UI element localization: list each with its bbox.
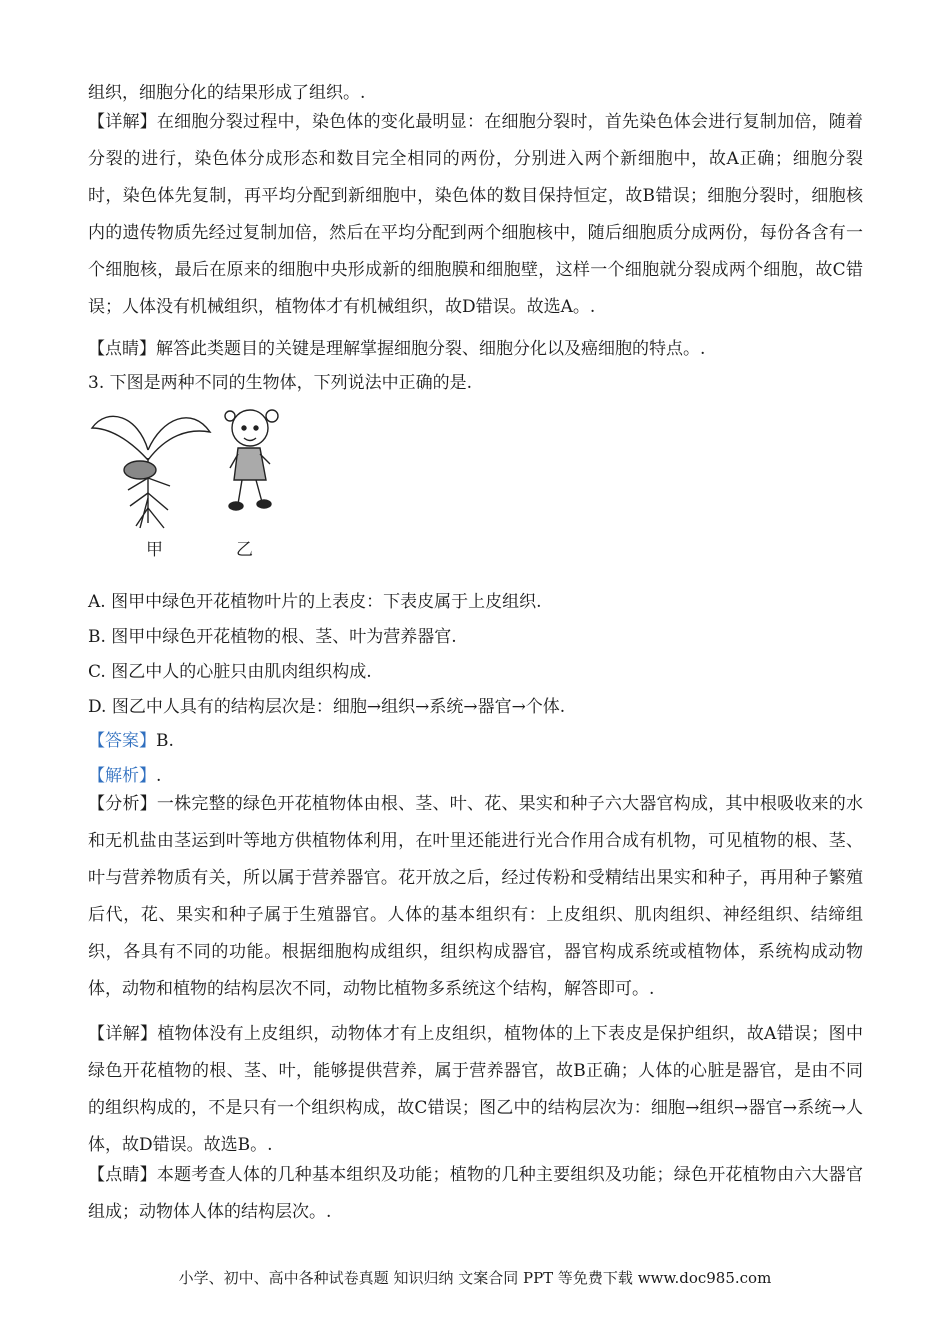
page-footer: 小学、初中、高中各种试卷真题 知识归纳 文案合同 PPT 等免费下载 www.doc985.com <box>178 1269 772 1287</box>
option-d: D. 图乙中人具有的结构层次是：细胞→组织→系统→器官→个体. <box>88 697 566 717</box>
answer-line <box>88 726 174 751</box>
detail-tag: 【详解】 <box>88 1024 158 1044</box>
option-a: A. 图甲中绿色开花植物叶片的上表皮：下表皮属于上皮组织. <box>88 592 542 612</box>
comment-text: 解答此类题目的关键是理解掌握细胞分裂、细胞分化以及癌细胞的特点。. <box>156 339 706 359</box>
plant-illustration <box>92 416 210 528</box>
question-figure <box>88 398 318 568</box>
analysis-value: . <box>156 766 162 786</box>
option-c: C. 图乙中人的心脏只由肌肉组织构成. <box>88 662 372 682</box>
question-detail-paragraph <box>88 1016 863 1164</box>
detail-text: 在细胞分裂过程中，染色体的变化最明显：在细胞分裂时，首先染色体会进行复制加倍，随着分裂的进行，染色体分成形态和数目完全相同的两份，分别进入两个新细胞中，故A正确；细胞分裂时，染色体先复制，再平均分配到新细胞中，染色体的数目保持恒定，故B错误；细胞分裂时，细胞核内的遗传物质先经过复制加倍，然后在平均分配到两个细胞核中，随后细胞质分成两份，每份各含有一个细胞核，最后在原来的细胞中央形成新的细胞膜和细胞壁，这样一个细胞就分裂成两个细胞，故C错误；人体没有机械组织，植物体才有机械组织，故D错误。故选A。. <box>88 112 864 317</box>
figure-label-yi: 乙 <box>236 540 253 560</box>
comment-text: 本题考查人体的几种基本组织及功能；植物的几种主要组织及功能；绿色开花植物由六大器官组成；动物体人体的结构层次。. <box>88 1165 864 1222</box>
girl-illustration <box>225 410 278 510</box>
analysis-line <box>88 761 161 786</box>
prev-comment-paragraph <box>88 334 705 359</box>
question-comment-paragraph <box>88 1157 863 1231</box>
option-b: B. 图甲中绿色开花植物的根、茎、叶为营养器官. <box>88 627 457 647</box>
question-stem: 3. 下图是两种不同的生物体，下列说法中正确的是. <box>88 373 473 393</box>
prev-tail: 组织，细胞分化的结果形成了组织。. <box>88 83 366 103</box>
detail-text: 植物体没有上皮组织，动物体才有上皮组织，植物体的上下表皮是保护组织，故A错误；图中绿色开花植物的根、茎、叶，能够提供营养，属于营养器官，故B正确；人体的心脏是器官，是由不同的组织构成的，不是只有一个组织构成，故C错误；图乙中的结构层次为：细胞→组织→器官→系统→人体，故D错误。故选B。. <box>88 1024 863 1155</box>
answer-value: B. <box>156 731 174 751</box>
fenxi-text: 一株完整的绿色开花植物体由根、茎、叶、花、果实和种子六大器官构成，其中根吸收来的水和无机盐由茎运到叶等地方供植物体利用，在叶里还能进行光合作用合成有机物，可见植物的根、茎、叶与营养物质有关，所以属于营养器官。花开放之后，经过传粉和受精结出果实和种子，再用种子繁殖后代，花、果实和种子属于生殖器官。人体的基本组织有：上皮组织、肌肉组织、神经组织、结缔组织，各具有不同的功能。根据细胞构成组织，组织构成器官，器官构成系统或植物体，系统构成动物体，动物和植物的结构层次不同，动物比植物多系统这个结构，解答即可。. <box>88 794 864 999</box>
fenxi-tag: 【分析】 <box>88 794 157 814</box>
detail-tag: 【详解】 <box>88 112 157 132</box>
comment-tag: 【点睛】 <box>88 1165 157 1185</box>
prev-detail-paragraph <box>88 104 863 326</box>
answer-tag: 【答案】 <box>88 731 156 751</box>
comment-tag: 【点睛】 <box>88 339 156 359</box>
fenxi-paragraph <box>88 786 863 1008</box>
analysis-tag: 【解析】 <box>88 766 156 786</box>
figure-label-jia: 甲 <box>146 540 163 560</box>
